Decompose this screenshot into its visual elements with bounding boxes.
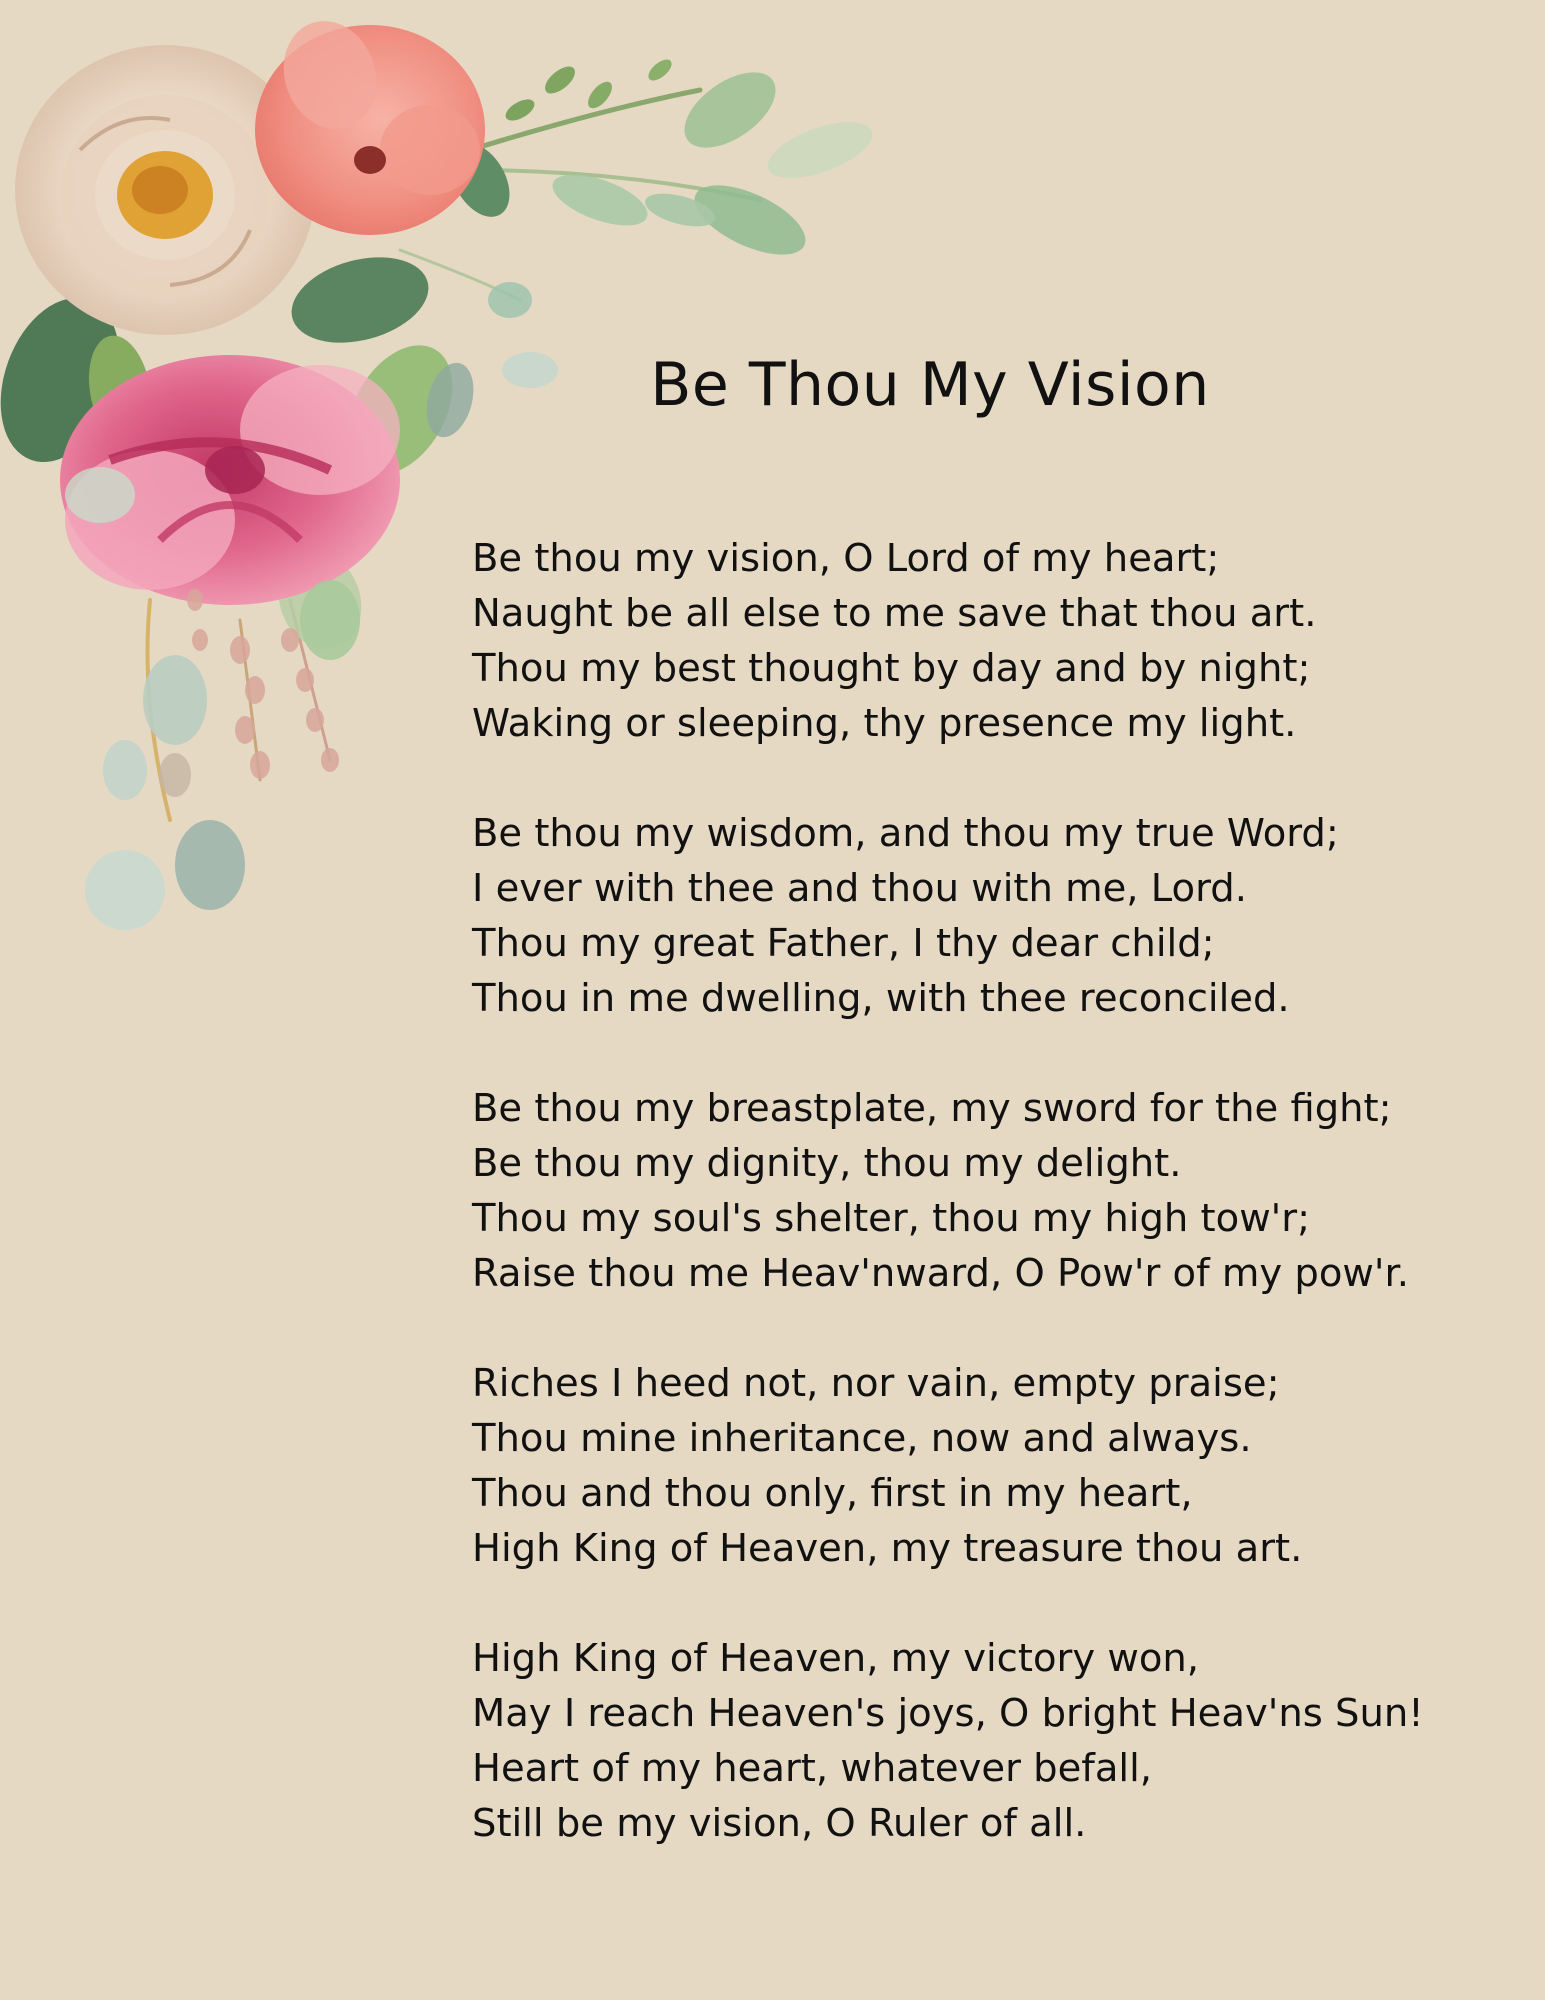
poem-line: May I reach Heaven's joys, O bright Heav'ns Sun! bbox=[472, 1691, 1424, 1736]
poem-line: Thou mine inheritance, now and always. bbox=[472, 1416, 1252, 1461]
stanza-1 bbox=[472, 531, 1512, 751]
poem-line: Be thou my wisdom, and thou my true Word; bbox=[472, 811, 1339, 856]
poem-title: Be Thou My Vision bbox=[650, 350, 1210, 420]
stanza-5 bbox=[472, 1631, 1512, 1851]
poem-line: Thou my soul's shelter, thou my high tow'r; bbox=[472, 1196, 1311, 1241]
stanza-4 bbox=[472, 1356, 1512, 1576]
poem-line: Waking or sleeping, thy presence my light. bbox=[472, 701, 1297, 746]
poem-line: Thou my great Father, I thy dear child; bbox=[472, 921, 1215, 966]
poem-line: High King of Heaven, my treasure thou art. bbox=[472, 1526, 1303, 1571]
poem-line: High King of Heaven, my victory won, bbox=[472, 1636, 1200, 1681]
poem-line: Thou and thou only, first in my heart, bbox=[472, 1471, 1193, 1516]
stanza-2 bbox=[472, 806, 1512, 1026]
poem-line: Naught be all else to me save that thou art. bbox=[472, 591, 1317, 636]
poem-line: Be thou my breastplate, my sword for the fight; bbox=[472, 1086, 1392, 1131]
poem-line: Thou my best thought by day and by night; bbox=[472, 646, 1311, 691]
poem-line: Riches I heed not, nor vain, empty praise; bbox=[472, 1361, 1280, 1406]
poem-line: Heart of my heart, whatever befall, bbox=[472, 1746, 1153, 1791]
poem-line: Be thou my vision, O Lord of my heart; bbox=[472, 536, 1220, 581]
poem-body bbox=[472, 531, 1512, 1906]
poem-line: I ever with thee and thou with me, Lord. bbox=[472, 866, 1247, 911]
poem-line: Raise thou me Heav'nward, O Pow'r of my pow'r. bbox=[472, 1251, 1409, 1296]
poem-line: Still be my vision, O Ruler of all. bbox=[472, 1801, 1087, 1846]
poem-line: Thou in me dwelling, with thee reconciled. bbox=[472, 976, 1290, 1021]
peach-flower bbox=[255, 8, 485, 235]
poem-line: Be thou my dignity, thou my delight. bbox=[472, 1141, 1182, 1186]
stanza-3 bbox=[472, 1081, 1512, 1301]
